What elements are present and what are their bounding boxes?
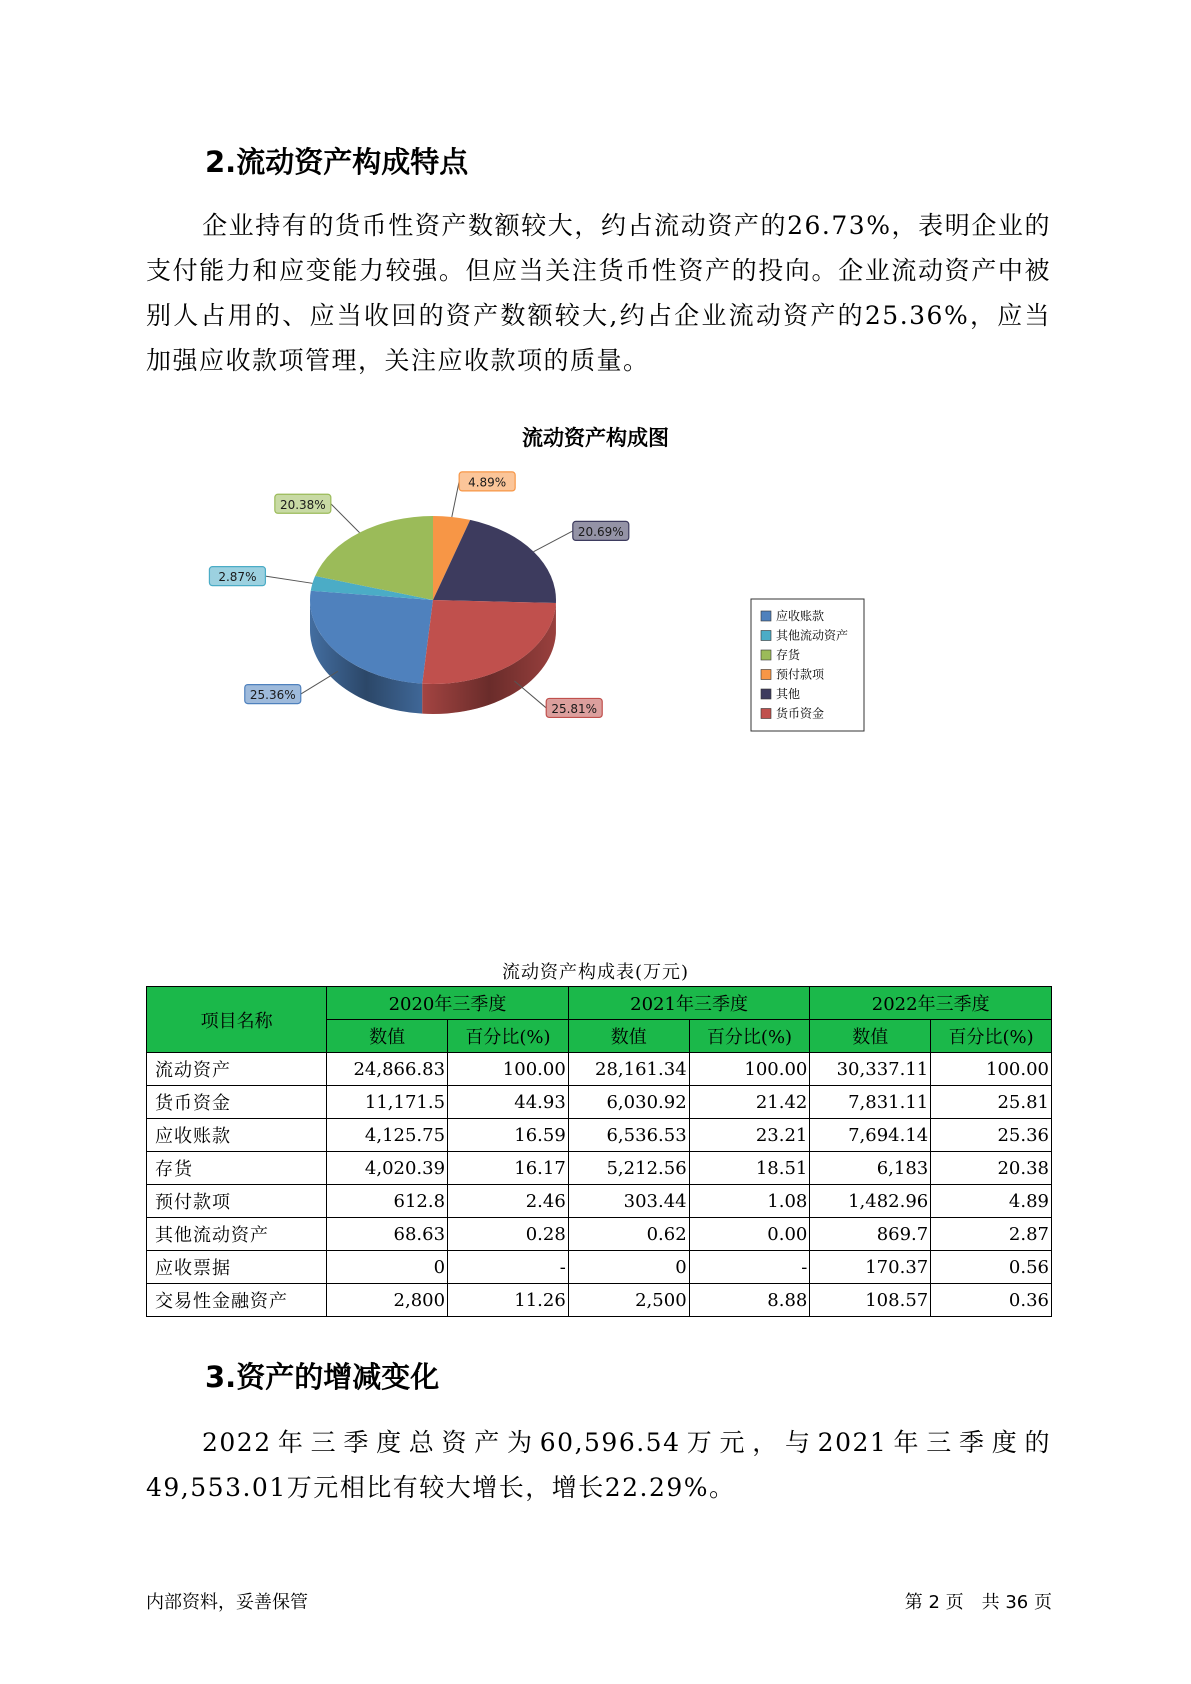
cell-value: 6,030.92 bbox=[568, 1086, 689, 1119]
cell-percent: 2.87 bbox=[931, 1218, 1052, 1251]
cell-percent: 8.88 bbox=[689, 1284, 810, 1317]
table-row bbox=[147, 1086, 1052, 1119]
legend-swatch bbox=[761, 709, 771, 719]
header-percent: 百分比(%) bbox=[931, 1020, 1052, 1053]
pie-data-label: 4.89% bbox=[468, 475, 507, 490]
row-label: 其他流动资产 bbox=[147, 1218, 327, 1251]
legend-swatch bbox=[761, 689, 771, 699]
row-label: 流动资产 bbox=[147, 1053, 327, 1086]
legend-swatch bbox=[761, 650, 771, 660]
cell-percent: 4.89 bbox=[931, 1185, 1052, 1218]
legend-label: 其他流动资产 bbox=[776, 628, 849, 643]
table-row bbox=[147, 1218, 1052, 1251]
header-value: 数值 bbox=[327, 1020, 448, 1053]
cell-value: 612.8 bbox=[327, 1185, 448, 1218]
cell-percent: 0.36 bbox=[931, 1284, 1052, 1317]
cell-value: 2,500 bbox=[568, 1284, 689, 1317]
cell-value: 0 bbox=[327, 1251, 448, 1284]
cell-value: 30,337.11 bbox=[810, 1053, 931, 1086]
cell-percent: 25.81 bbox=[931, 1086, 1052, 1119]
footer-confidential: 内部资料，妥善保管 bbox=[146, 1592, 308, 1613]
legend-swatch bbox=[761, 611, 771, 621]
header-period: 2020年三季度 bbox=[327, 987, 569, 1020]
pie-data-label: 20.38% bbox=[279, 497, 326, 512]
cell-value: 108.57 bbox=[810, 1284, 931, 1317]
cell-percent: 23.21 bbox=[689, 1119, 810, 1152]
cell-percent: 100.00 bbox=[931, 1053, 1052, 1086]
cell-value: 7,831.11 bbox=[810, 1086, 931, 1119]
cell-percent: 100.00 bbox=[689, 1053, 810, 1086]
cell-value: 170.37 bbox=[810, 1251, 931, 1284]
cell-value: 6,183 bbox=[810, 1152, 931, 1185]
row-label: 应收票据 bbox=[147, 1251, 327, 1284]
asset-table bbox=[146, 986, 1052, 1317]
cell-percent: - bbox=[689, 1251, 810, 1284]
table-row bbox=[147, 1053, 1052, 1086]
cell-percent: 18.51 bbox=[689, 1152, 810, 1185]
section-paragraph: 企业持有的货币性资产数额较大，约占流动资产的26.73%，表明企业的支付能力和应变能力较强。但应当关注货币性资产的投向。企业流动资产中被别人占用的、应当收回的资产数额较大,约占企业流动资产的25.36%，应当加强应收款项管理，关注应收款项的质量。 bbox=[146, 211, 1051, 375]
pie-leader-line bbox=[265, 576, 312, 583]
header-percent: 百分比(%) bbox=[689, 1020, 810, 1053]
header-value: 数值 bbox=[810, 1020, 931, 1053]
cell-value: 6,536.53 bbox=[568, 1119, 689, 1152]
cell-percent: 25.36 bbox=[931, 1119, 1052, 1152]
legend-label: 货币资金 bbox=[776, 706, 825, 721]
cell-percent: 0.56 bbox=[931, 1251, 1052, 1284]
cell-percent: 16.59 bbox=[448, 1119, 569, 1152]
cell-value: 4,125.75 bbox=[327, 1119, 448, 1152]
table-row bbox=[147, 1119, 1052, 1152]
header-period: 2021年三季度 bbox=[568, 987, 810, 1020]
pie-leader-line bbox=[301, 671, 338, 694]
row-label: 交易性金融资产 bbox=[147, 1284, 327, 1317]
pie-leader-line bbox=[514, 681, 546, 708]
cell-percent: 44.93 bbox=[448, 1086, 569, 1119]
cell-value: 1,482.96 bbox=[810, 1185, 931, 1218]
table-row bbox=[147, 1284, 1052, 1317]
legend-label: 应收账款 bbox=[776, 609, 825, 623]
header-period: 2022年三季度 bbox=[810, 987, 1052, 1020]
cell-value: 869.7 bbox=[810, 1218, 931, 1251]
header-value: 数值 bbox=[568, 1020, 689, 1053]
cell-percent: - bbox=[448, 1251, 569, 1284]
table-row bbox=[147, 1251, 1052, 1284]
cell-percent: 0.00 bbox=[689, 1218, 810, 1251]
legend-swatch bbox=[761, 631, 771, 641]
pie-leader-line bbox=[534, 531, 573, 552]
legend-label: 其他 bbox=[776, 687, 801, 701]
row-label: 存货 bbox=[147, 1152, 327, 1185]
table-caption: 流动资产构成表(万元) bbox=[501, 962, 690, 983]
cell-value: 303.44 bbox=[568, 1185, 689, 1218]
pie-data-label: 25.81% bbox=[551, 701, 598, 716]
cell-value: 28,161.34 bbox=[568, 1053, 689, 1086]
cell-value: 24,866.83 bbox=[327, 1053, 448, 1086]
row-label: 预付款项 bbox=[147, 1185, 327, 1218]
header-percent: 百分比(%) bbox=[448, 1020, 569, 1053]
pie-data-label: 2.87% bbox=[218, 570, 257, 585]
cell-percent: 20.38 bbox=[931, 1152, 1052, 1185]
legend-label: 预付款项 bbox=[776, 667, 825, 682]
cell-percent: 16.17 bbox=[448, 1152, 569, 1185]
pie-chart bbox=[0, 450, 1191, 750]
cell-percent: 1.08 bbox=[689, 1185, 810, 1218]
cell-value: 2,800 bbox=[327, 1284, 448, 1317]
row-label: 货币资金 bbox=[147, 1086, 327, 1119]
footer-page-number: 第 2 页 共 36 页 bbox=[904, 1592, 1052, 1613]
chart-title: 流动资产构成图 bbox=[522, 426, 669, 450]
cell-value: 0 bbox=[568, 1251, 689, 1284]
section-paragraph: 2022年三季度总资产为60,596.54万元，与2021年三季度的49,553.01万元相比有较大增长，增长22.29%。 bbox=[146, 1428, 1051, 1502]
cell-percent: 100.00 bbox=[448, 1053, 569, 1086]
cell-value: 0.62 bbox=[568, 1218, 689, 1251]
pie-data-label: 20.69% bbox=[577, 524, 624, 539]
pie-leader-line bbox=[452, 481, 459, 517]
cell-value: 5,212.56 bbox=[568, 1152, 689, 1185]
pie-leader-line bbox=[331, 504, 360, 533]
chart-legend bbox=[751, 599, 864, 731]
section-heading: 2.流动资产构成特点 bbox=[205, 145, 469, 179]
cell-percent: 11.26 bbox=[448, 1284, 569, 1317]
cell-value: 4,020.39 bbox=[327, 1152, 448, 1185]
header-item-name: 项目名称 bbox=[147, 987, 327, 1053]
table-row bbox=[147, 1152, 1052, 1185]
legend-swatch bbox=[761, 670, 771, 680]
cell-value: 11,171.5 bbox=[327, 1086, 448, 1119]
section-heading: 3.资产的增减变化 bbox=[205, 1360, 440, 1394]
table-row bbox=[147, 1185, 1052, 1218]
cell-percent: 21.42 bbox=[689, 1086, 810, 1119]
cell-value: 7,694.14 bbox=[810, 1119, 931, 1152]
legend-label: 存货 bbox=[776, 648, 801, 662]
pie-data-label: 25.36% bbox=[249, 688, 296, 703]
row-label: 应收账款 bbox=[147, 1119, 327, 1152]
cell-percent: 0.28 bbox=[448, 1218, 569, 1251]
cell-percent: 2.46 bbox=[448, 1185, 569, 1218]
cell-value: 68.63 bbox=[327, 1218, 448, 1251]
